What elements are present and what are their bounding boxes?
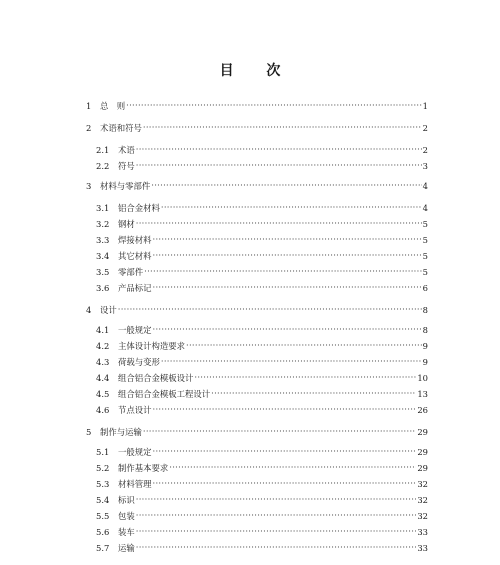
toc-dot-leader	[153, 446, 417, 457]
toc-entry[interactable]	[96, 267, 428, 278]
toc-entry-page-number: 5	[422, 251, 428, 261]
toc-entry-page-number: 9	[422, 341, 428, 351]
toc-entry-number: 5.3	[96, 479, 110, 489]
toc-entry-number: 2.2	[96, 161, 110, 171]
toc-entry-page-number: 32	[417, 511, 428, 521]
toc-entry[interactable]	[96, 203, 428, 214]
toc-entry-label: 组合铝合金模板工程设计	[118, 389, 211, 399]
toc-entry-number: 5.4	[96, 495, 110, 505]
toc-entry-page-number: 6	[422, 283, 428, 293]
toc-dot-leader	[153, 404, 417, 415]
toc-entry-page-number: 5	[422, 267, 428, 277]
toc-entry-number: 4.3	[96, 357, 110, 367]
toc-entry-label: 钢材	[118, 219, 135, 229]
toc-entry-label: 术语	[118, 145, 135, 155]
toc-dot-leader	[151, 180, 421, 191]
toc-entry-number: 1	[86, 101, 92, 111]
toc-entry[interactable]	[96, 463, 428, 474]
toc-dot-leader	[186, 340, 422, 351]
toc-entry[interactable]	[96, 543, 428, 554]
toc-entry-number: 2	[86, 123, 92, 133]
toc-title: 目 次	[219, 63, 295, 79]
toc-entry-label: 术语和符号	[100, 123, 142, 133]
toc-entry-number: 3.5	[96, 267, 110, 277]
toc-entry-number: 3.1	[96, 203, 110, 213]
toc-entry[interactable]	[96, 325, 428, 336]
toc-entry-number: 5.1	[96, 447, 110, 457]
toc-entry[interactable]	[96, 495, 428, 506]
toc-entry[interactable]	[96, 447, 428, 458]
toc-entry-label: 运输	[118, 543, 135, 553]
toc-entry-page-number: 1	[422, 101, 428, 111]
toc-dot-leader	[143, 122, 422, 133]
toc-entry-number: 5.7	[96, 543, 110, 553]
toc-entry[interactable]	[96, 511, 428, 522]
toc-entry-number: 4.2	[96, 341, 110, 351]
toc-entry-page-number: 32	[417, 495, 428, 505]
toc-entry-label: 制作基本要求	[118, 463, 169, 473]
toc-dot-leader	[136, 510, 417, 521]
toc-entry-label: 总 则	[100, 101, 126, 111]
toc-entry[interactable]	[96, 389, 428, 400]
toc-entry-page-number: 29	[417, 447, 428, 457]
toc-entry-number: 5.5	[96, 511, 110, 521]
toc-entry[interactable]	[96, 283, 428, 294]
toc-entry-page-number: 5	[422, 235, 428, 245]
toc-dot-leader	[136, 160, 422, 171]
toc-entry-number: 5.6	[96, 527, 110, 537]
toc-entry-page-number: 2	[422, 123, 428, 133]
toc-entry-page-number: 3	[422, 161, 428, 171]
toc-dot-leader	[169, 462, 416, 473]
toc-dot-leader	[161, 202, 422, 213]
toc-entry-label: 组合铝合金模板设计	[118, 373, 194, 383]
toc-entry[interactable]	[96, 357, 428, 368]
toc-dot-leader	[136, 218, 422, 229]
toc-entry-label: 产品标记	[118, 283, 152, 293]
toc-dot-leader	[153, 282, 422, 293]
toc-entry[interactable]	[86, 427, 428, 438]
toc-entry[interactable]	[96, 373, 428, 384]
toc-entry-number: 4.1	[96, 325, 110, 335]
toc-entry[interactable]	[96, 341, 428, 352]
toc-entry-number: 4.6	[96, 405, 110, 415]
toc-entry[interactable]	[96, 235, 428, 246]
toc-dot-leader	[153, 250, 422, 261]
toc-entry-label: 焊接材料	[118, 235, 152, 245]
toc-entry-label: 其它材料	[118, 251, 152, 261]
toc-entry-label: 包装	[118, 511, 135, 521]
toc-entry[interactable]	[86, 181, 428, 192]
toc-entry-number: 5.2	[96, 463, 110, 473]
toc-entry-label: 零部件	[118, 267, 144, 277]
toc-entry-page-number: 8	[422, 305, 428, 315]
toc-dot-leader	[153, 478, 417, 489]
toc-entry-label: 设计	[100, 305, 117, 315]
toc-dot-leader	[194, 372, 416, 383]
toc-entry-label: 装车	[118, 527, 135, 537]
toc-dot-leader	[136, 526, 417, 537]
toc-entry-number: 5	[86, 427, 92, 437]
toc-entry-number: 3.4	[96, 251, 110, 261]
toc-entry[interactable]	[86, 123, 428, 134]
toc-entry-label: 铝合金材料	[118, 203, 160, 213]
toc-dot-leader	[118, 304, 422, 315]
toc-entry-label: 一般规定	[118, 447, 152, 457]
toc-dot-leader	[161, 356, 422, 367]
toc-dot-leader	[153, 234, 422, 245]
toc-entry-page-number: 33	[417, 527, 428, 537]
toc-entry-page-number: 26	[417, 405, 428, 415]
toc-entry[interactable]	[96, 161, 428, 172]
toc-entry-page-number: 33	[417, 543, 428, 553]
toc-entry-page-number: 8	[422, 325, 428, 335]
toc-dot-leader	[153, 324, 422, 335]
toc-entry[interactable]	[96, 527, 428, 538]
toc-entry-label: 符号	[118, 161, 135, 171]
toc-entry[interactable]	[96, 219, 428, 230]
toc-entry-number: 3.2	[96, 219, 110, 229]
toc-entry-page-number: 10	[417, 373, 428, 383]
toc-entry-page-number: 9	[422, 357, 428, 367]
toc-entry-number: 2.1	[96, 145, 110, 155]
toc-entry[interactable]	[96, 251, 428, 262]
toc-entry[interactable]	[96, 405, 428, 416]
toc-entry-page-number: 5	[422, 219, 428, 229]
toc-dot-leader	[211, 388, 416, 399]
toc-dot-leader	[136, 542, 417, 553]
toc-entry-label: 材料管理	[118, 479, 152, 489]
toc-entry-number: 3.3	[96, 235, 110, 245]
toc-entry-label: 节点设计	[118, 405, 152, 415]
toc-entry-page-number: 32	[417, 479, 428, 489]
toc-entry-page-number: 13	[417, 389, 428, 399]
toc-dot-leader	[136, 494, 417, 505]
toc-dot-leader	[143, 426, 416, 437]
toc-entry[interactable]	[86, 305, 428, 316]
toc-entry[interactable]	[96, 145, 428, 156]
toc-entry-label: 主体设计构造要求	[118, 341, 185, 351]
toc-entry[interactable]	[86, 101, 428, 112]
toc-entry-page-number: 4	[422, 181, 428, 191]
toc-entry[interactable]	[96, 479, 428, 490]
toc-entry-label: 标识	[118, 495, 135, 505]
toc-entry-number: 4.4	[96, 373, 110, 383]
toc-entry-number: 3.6	[96, 283, 110, 293]
toc-entry-page-number: 4	[422, 203, 428, 213]
toc-entry-page-number: 2	[422, 145, 428, 155]
toc-dot-leader	[144, 266, 422, 277]
toc-entry-label: 荷载与变形	[118, 357, 160, 367]
toc-entry-label: 材料与零部件	[100, 181, 151, 191]
toc-entry-page-number: 29	[417, 427, 428, 437]
toc-entry-page-number: 29	[417, 463, 428, 473]
toc-entry-label: 一般规定	[118, 325, 152, 335]
toc-entry-number: 4.5	[96, 389, 110, 399]
toc-entry-label: 制作与运输	[100, 427, 142, 437]
toc-entry-number: 3	[86, 181, 92, 191]
toc-dot-leader	[136, 144, 422, 155]
toc-dot-leader	[126, 100, 422, 111]
toc-entry-number: 4	[86, 305, 92, 315]
